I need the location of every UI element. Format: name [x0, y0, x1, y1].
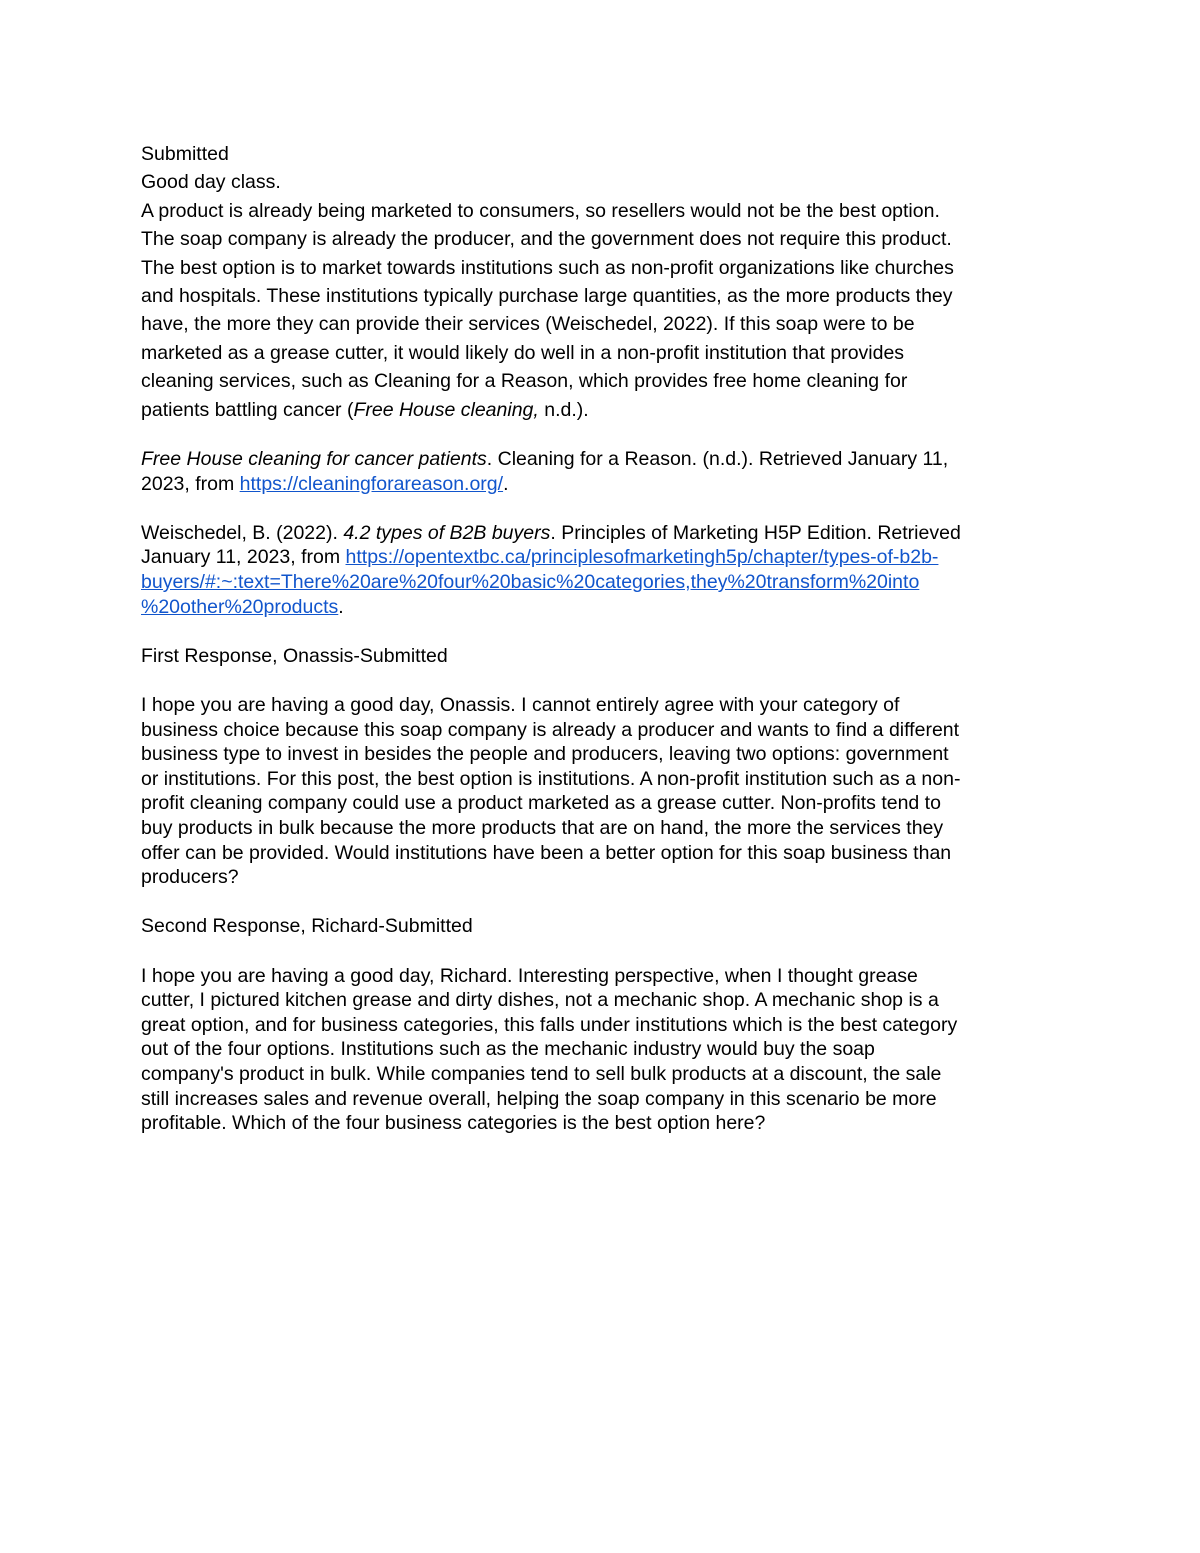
response-line: still increases sales and revenue overall, helping the soap company in this scenario be more	[141, 1087, 937, 1110]
reference-weischedel: Weischedel, B. (2022). 4.2 types of B2B buyers. Principles of Marketing H5P Edition. Retrieved January 11, 2023, from https://opentextbc.ca/principlesofmarketingh5p/chapter/types-of-b2b- buyers/#:~:text=There%20are%20four%20basic%20categories,they%20transform%20into %20other%20products.	[141, 521, 961, 618]
ref2-url-link-part1[interactable]: https://opentextbc.ca/principlesofmarketingh5p/chapter/types-of-b2b-	[345, 546, 939, 569]
post-line: The soap company is already the producer, and the government does not require this product.	[141, 228, 952, 251]
post-line: marketed as a grease cutter, it would likely do well in a non-profit institution that provides	[141, 341, 905, 364]
response-line: offer can be provided. Would institutions have been a better option for this soap business than	[141, 841, 952, 864]
second-response-body	[141, 964, 1061, 1136]
post-line: cleaning services, such as Cleaning for a Reason, which provides free home cleaning for	[141, 370, 908, 393]
response-line: producers?	[141, 866, 239, 889]
response-line: company's product in bulk. While companies tend to sell bulk products at a discount, the sale	[141, 1062, 942, 1085]
response-line: buy products in bulk because the more products that are on hand, the more the services they	[141, 816, 944, 839]
post-line: and hospitals. These institutions typically purchase large quantities, as the more products they	[141, 285, 953, 308]
ref2-title: 4.2 types of B2B buyers	[343, 521, 551, 544]
response-line: profitable. Which of the four business categories is the best option here?	[141, 1112, 766, 1135]
document-page	[141, 140, 1061, 1136]
response-line: cutter, I pictured kitchen grease and dirty dishes, not a mechanic shop. A mechanic shop is a	[141, 989, 939, 1012]
ref2-url-link-part3[interactable]: %20other%20products	[141, 595, 339, 618]
first-response-body	[141, 693, 1061, 890]
response-line: I hope you are having a good day, Richard. Interesting perspective, when I thought grease	[141, 964, 918, 987]
ref2-url-link-part2[interactable]: buyers/#:~:text=There%20are%20four%20basic%20categories,they%20transform%20into	[141, 571, 920, 594]
heading-submitted: Submitted	[141, 143, 229, 165]
first-response-heading-block	[141, 644, 1061, 669]
post-line: The best option is to market towards institutions such as non-profit organizations like churches	[141, 256, 954, 279]
post-line: A product is already being marketed to consumers, so resellers would not be the best option.	[141, 199, 940, 222]
post-last-line: patients battling cancer (Free House cleaning, n.d.).	[141, 398, 589, 421]
response-line: profit cleaning company could use a product marketed as a grease cutter. Non-profits tend to	[141, 792, 941, 815]
citation-italic: Free House cleaning,	[353, 398, 539, 421]
response-line: business type to invest in besides the people and producers, leaving two options: government	[141, 743, 949, 766]
ref1-title: Free House cleaning for cancer patients	[141, 448, 487, 471]
response-line: I hope you are having a good day, Onassis. I cannot entirely agree with your category of	[141, 694, 900, 716]
ref1-url-link[interactable]: https://cleaningforareason.org/	[239, 472, 504, 495]
response-line: great option, and for business categories, this falls under institutions which is the best category	[141, 1013, 958, 1036]
response-line: or institutions. For this post, the best option is institutions. A non-profit institution such as a non-	[141, 767, 961, 790]
second-response-heading: Second Response, Richard-Submitted	[141, 915, 473, 938]
main-post	[141, 140, 1061, 424]
response-line: out of the four options. Institutions such as the mechanic industry would buy the soap	[141, 1038, 875, 1061]
reference-cleaning-for-a-reason: Free House cleaning for cancer patients. Cleaning for a Reason. (n.d.). Retrieved January 11, 2023, from https://cleaningforareason.org/.	[141, 448, 949, 495]
response-line: business choice because this soap company is already a producer and wants to find a different	[141, 718, 960, 741]
first-response-heading: First Response, Onassis-Submitted	[141, 644, 448, 667]
second-response-heading-block	[141, 914, 1061, 939]
greeting: Good day class.	[141, 171, 281, 194]
post-line: have, the more they can provide their services (Weischedel, 2022). If this soap were to be	[141, 313, 915, 336]
